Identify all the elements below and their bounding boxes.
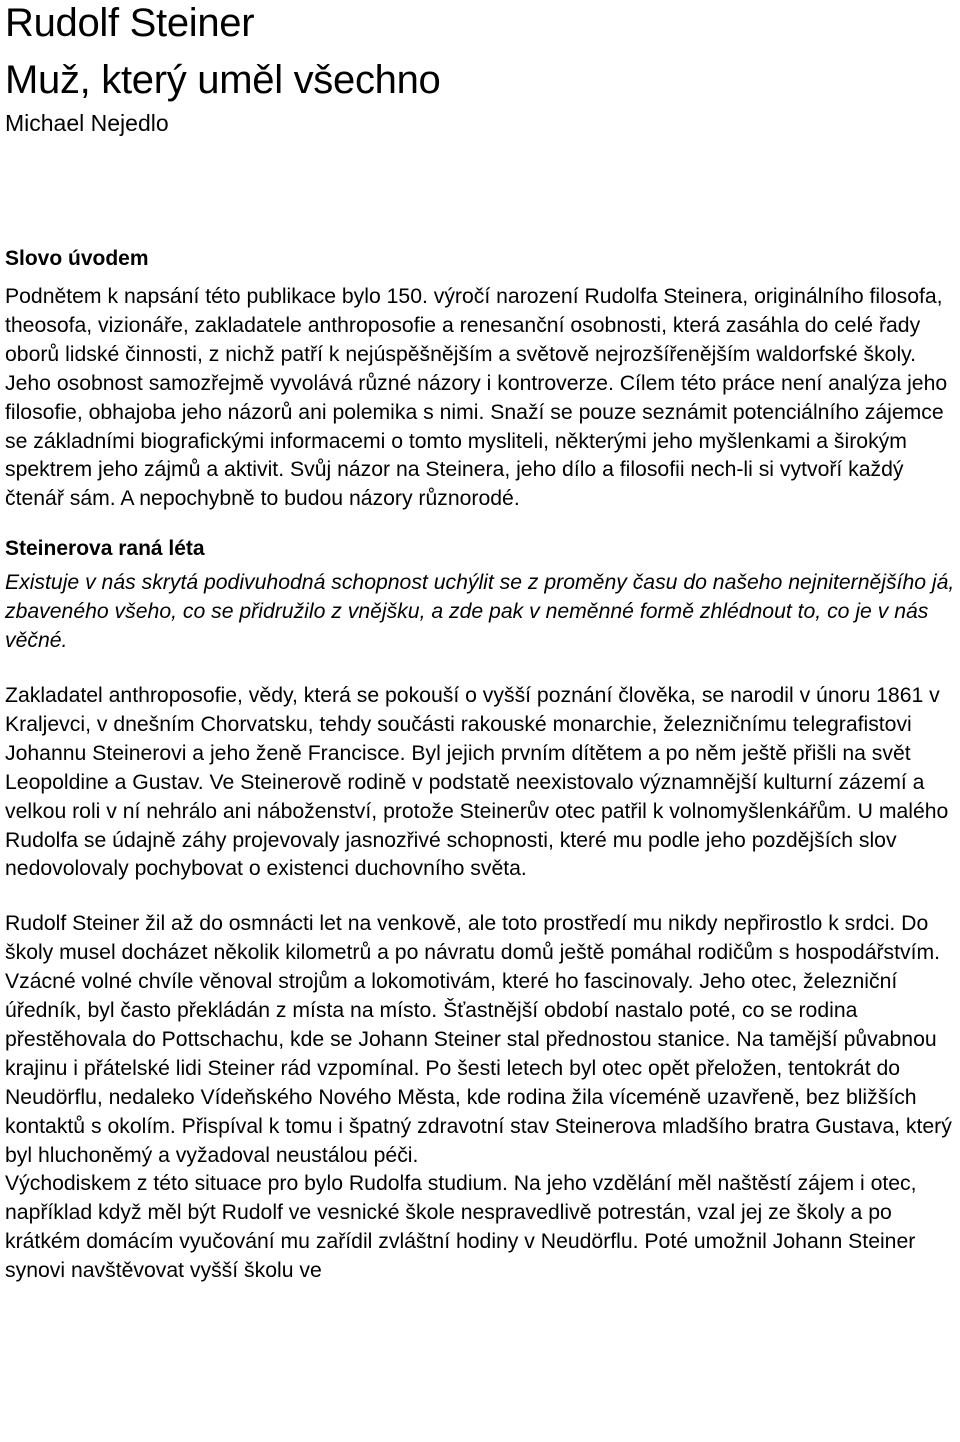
early-years-paragraph-2: Rudolf Steiner žil až do osmnácti let na venkově, ale toto prostředí mu nikdy nepřirostlo k srdci. Do školy musel docházet několik kilometrů a po návratu domů ještě pomáhal rodičům s hospodářstvím. Vzácné volné chvíle věnoval strojům a lokomotivám, které ho fascinovaly. Jeho otec, železniční úředník, byl často překládán z místa na místo. Šťastnější období nastalo poté, co se rodina přestěhovala do Pottschachu, kde se Johann Steiner stal přednostou stanice. Na tamější půvabnou krajinu i přátelské lidi Steiner rád vzpomínal. Po šesti letech byl otec opět přeložen, tentokrát do Neudörflu, nedaleko Vídeňského Nového Města, kde rodina žila víceméně uzavřeně, bez bližších kontaktů s okolím. Přispíval k tomu i špatný zdravotní stav Steinerova mladšího bratra Gustava, který byl hluchoněmý a vyžadoval neustálou péči. (5, 912, 952, 1167)
early-years-paragraph-3: Východiskem z této situace pro bylo Rudolfa studium. Na jeho vzdělání měl naštěstí zájem i otec, například když měl být Rudolf ve vesnické škole nespravedlivě potrestán, vzal jej ze školy a po krátkém domácím vyučování mu zařídil zvláštní hodiny v Neudörflu. Poté umožnil Johann Steiner synovi navštěvovat vyšší školu ve (5, 1172, 917, 1283)
section-heading-intro: Slovo úvodem (5, 247, 149, 270)
document-title: Rudolf Steiner (5, 1, 255, 45)
document-page (5, 0, 957, 1286)
section-heading-early-years: Steinerova raná léta (5, 537, 205, 561)
epigraph-quote: Existuje v nás skrytá podivuhodná schopnost uchýlit se z proměny času do našeho nejniternějšího já, zbaveného všeho, co se přidružilo z vnějšku, a zde pak v neměnné formě zhlédnout to, co je v nás věčné. (5, 571, 955, 653)
intro-paragraph: Podnětem k napsání této publikace bylo 150. výročí narození Rudolfa Steinera, originálního filosofa, theosofa, vizionáře, zakladatele anthroposofie a renesanční osobnosti, která zasáhla do celé řady oborů lidské činnosti, z nichž patří k nejúspěšnějším a světově nejrozšířenějším waldorfské školy. Jeho osobnost samozřejmě vyvolává různé názory i kontroverze. Cílem této práce není analýza jeho filosofie, obhajoba jeho názorů ani polemika s nimi. Snaží se pouze seznámit potenciálního zájemce se základními biografickými informacemi o tomto mysliteli, některými jeho myšlenkami a širokým spektrem jeho zájmů a aktivit. Svůj názor na Steinera, jeho dílo a filosofii nech-li si vytvoří každý čtenář sám. A nepochybně to budou názory různorodé. (5, 285, 948, 511)
author-name: Michael Nejedlo (5, 110, 169, 136)
document-subtitle: Muž, který uměl všechno (5, 58, 441, 102)
early-years-paragraph-1: Zakladatel anthroposofie, vědy, která se pokouší o vyšší poznání člověka, se narodil v únoru 1861 v Kraljevci, v dnešním Chorvatsku, tehdy součásti rakouské monarchie, železničnímu telegrafistovi Johannu Steinerovi a jeho ženě Francisce. Byl jejich prvním dítětem a po něm ještě přišli na svět Leopoldine a Gustav. Ve Steinerově rodině v podstatě neexistovalo významnější kulturní zázemí a velkou roli v ní nehrálo ani náboženství, protože Steinerův otec patřil k volnomyšlenkářům. U malého Rudolfa se údajně záhy projevovaly jasnozřivé schopnosti, které mu podle jeho pozdějších slov nedovolovaly pochybovat o existenci duchovního světa. (5, 683, 949, 881)
